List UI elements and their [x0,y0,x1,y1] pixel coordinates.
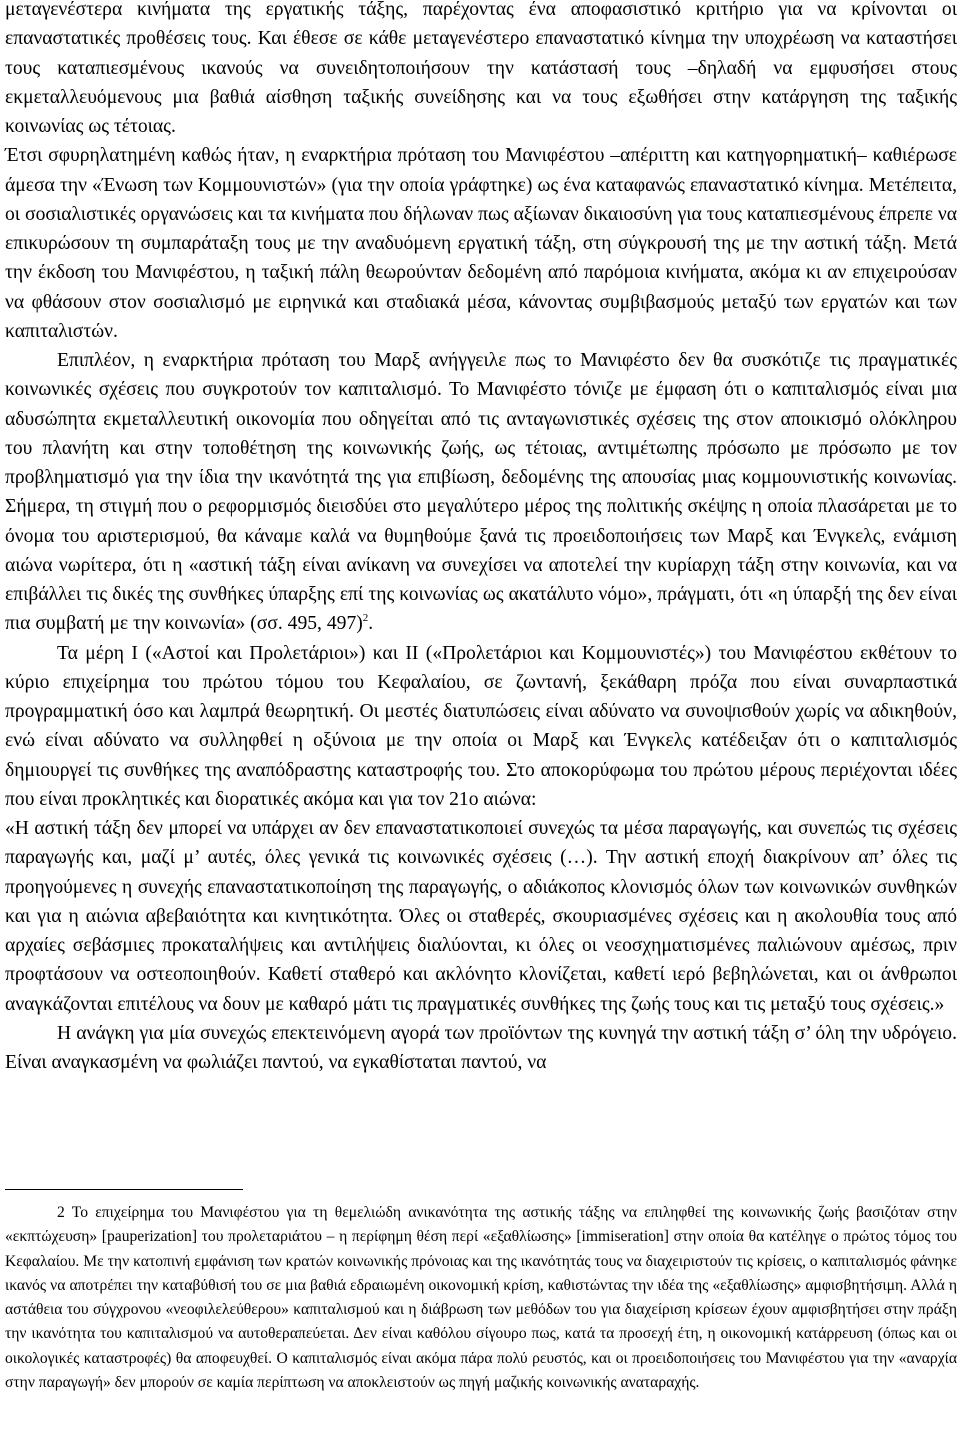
paragraph-3 [5,346,957,639]
paragraph-4: Τα μέρη Ι («Αστοί και Προλετάριοι») και ΙΙ («Προλετάριοι και Κομμουνιστές») του Μανιφέστου εκθέτουν το κύριο επιχείρημα του πρώτου τόμου του Κεφαλαίου, σε ζωντανή, ξεκάθαρη πρόζα που είναι συναρπαστικά προγραμματική όσο και λαμπρά θεωρητική. Οι μεστές διατυπώσεις είναι αδύνατο να συνοψισθούν χωρίς να αδικηθούν, ενώ είναι αδύνατο να συλληφθεί η οξύνοια με την οποία οι Μαρξ και Ένγκελς κατέδειξαν ότι ο καπιταλισμός δημιουργεί τις συνθήκες της αναπόδραστης καταστροφής του. Στο αποκορύφωμα του πρώτου μέρους περιέχονται ιδέες που είναι προκλητικές και διορατικές ακόμα και για τον 21ο αιώνα: [5,642,957,810]
paragraph-2: Έτσι σφυρηλατημένη καθώς ήταν, η εναρκτήρια πρόταση του Μανιφέστου ‒απέριττη και κατηγορηματική‒ καθιέρωσε άμεσα την «Ένωση των Κομμουνιστών» (για την οποία γράφτηκε) ως ένα καταφανώς επαναστατικό κίνημα. Μετέπειτα, οι σοσιαλιστικές οργανώσεις και τα κινήματα που δήλωναν πως αξίωναν δικαιοσύνη για τους καταπιεσμένους έπρεπε να επικυρώσουν τη συμπαράταξη τους με την αναδυόμενη εργατική τάξη, στη σύγκρουσή της με την αστική τάξη. Μετά την έκδοση του Μανιφέστου, η ταξική πάλη θεωρούνταν δεδομένη από παρόμοια κινήματα, ακόμα κι αν επιχειρούσαν να φθάσουν στον σοσιαλισμό με ειρηνικά και σταδιακά μέσα, κάνοντας συμβιβασμούς μεταξύ των εργατών και των καπιταλιστών. [5,145,957,342]
quotation: «Η αστική τάξη δεν μπορεί να υπάρχει αν δεν επαναστατικοποιεί συνεχώς τα μέσα παραγωγής, και συνεπώς τις σχέσεις παραγωγής και, μαζί μ’ αυτές, όλες γενικά τις κοινωνικές σχέσεις (…). Την αστική εποχή διακρίνουν απ’ όλες τις προηγούμενες η συνεχής επαναστατικοποίηση της παραγωγής, ο αδιάκοπος κλονισμός όλων των κοινωνικών συνθηκών και για η αιώνια αβεβαιότητα και κινητικότητα. Όλες οι σταθερές, σκουριασμένες σχέσεις και η ακολουθία τους από αρχαίες σεβάσμιες προκαταλήψεις και αντιλήψεις διαλύονται, κι όλες οι νεοσχηματισμένες παλιώνουν αμέσως, πριν προφτάσουν να οστεοποιηθούν. Καθετί σταθερό και ακλόνητο κλονίζεται, καθετί ιερό βεβηλώνεται, και οι άνθρωποι αναγκάζονται επιτέλους να δουν με καθαρό μάτι τις πραγματικές συνθήκες της ζωής τους και τις μεταξύ τους σχέσεις.» [5,818,957,1015]
body-text [5,0,957,1077]
footnote-reference[interactable]: 2 [362,611,369,624]
paragraph-3-tail: . [368,613,374,635]
footnote-text: Το επιχείρημα του Μανιφέστου για τη θεμελιώδη ανικανότητα της αστικής τάξης να επιληφθεί της κοινωνικής ζωής βασιζόταν στην «εκπτώχευση» [pauperization] του προλεταριάτου ‒ η περίφημη θέση περί «εξαθλίωσης» [immiseration] στην οποία θα κατέληγε ο πρώτος τόμος του Κεφαλαίου. Με την κατοπινή εμφάνιση των κρατών κοινωνικής πρόνοιας και της ικανότητάς τους να διαχειριστούν τις κρίσεις, ο καπιταλισμός φάνηκε ικανός να αποτρέπει την καταβύθισή του σε μια βαθιά εδραιωμένη οικονομική κρίση, καθιστώντας την ιδέα της «εξαθλίωσης» αμφισβητήσιμη. Αλλά η αστάθεια του σύγχρονου «νεοφιλελεύθερου» καπιταλισμού και η διάβρωση των μεθόδων του για διαχείριση κρίσεων έχουν αμφισβητήσει στην πράξη την ικανότητα του καπιταλισμού να αυτοθεραπεύεται. Δεν είναι καθόλου σίγουρο πως, κατά τα προσεχή έτη, η οικονομική κατάρρευση (όπως και οι οικολογικές καταστροφές) θα αποφευχθεί. Ο καπιταλισμός είναι ακόμα πάρα πολύ ρευστός, και οι προειδοποιήσεις του Μανιφέστου για την «αναρχία στην παραγωγή» δεν μπορούν σε καμία περίπτωση να αποκλειστούν ως πηγή μαζικής κοινωνικής αναταραχής. [5,1204,957,1392]
paragraph-1: μεταγενέστερα κινήματα της εργατικής τάξης, παρέχοντας ένα αποφασιστικό κριτήριο για να κρίνονται οι επαναστατικές προθέσεις τους. Και έθεσε σε κάθε μεταγενέστερο επαναστατικό κίνημα την υποχρέωση να καταστήσει τους καταπιεσμένους ικανούς να συνειδητοποιήσουν την κατάστασή τους ‒δηλαδή να εμφυσήσει στους εκμεταλλευόμενους μια βαθιά αίσθηση ταξικής συνείδησης και να τους εξωθήσει στην κατάργηση της ταξικής κοινωνίας ως τέτοιας. [5,0,957,137]
paragraph-6: Η ανάγκη για μία συνεχώς επεκτεινόμενη αγορά των προϊόντων της κυνηγά την αστική τάξη σ’ όλη την υδρόγειο. Είναι αναγκασμένη να φωλιάζει παντού, να εγκαθίσταται παντού, να [5,1022,957,1073]
paragraph-3-text: Επιπλέον, η εναρκτήρια πρόταση του Μαρξ ανήγγειλε πως το Μανιφέστο δεν θα συσκότιζε τις πραγματικές κοινωνικές σχέσεις που συγκροτούν τον καπιταλισμό. Το Μανιφέστο τόνιζε με έμφαση ότι ο καπιταλισμός είναι μια αδυσώπητα εκμεταλλευτική οικονομία που οδηγείται από τις ανταγωνιστικές σχέσεις της στον αποικισμό ολόκληρου του πλανήτη και στην τοποθέτηση της κοινωνικής ζωής, ως τέτοιας, αντιμέτωπης πρόσωπο με πρόσωπο με τον προβληματισμό για την ίδια την ικανότητά της για επιβίωση, δεδομένης της απουσίας μιας κομμουνιστικής κοινωνίας. Σήμερα, τη στιγμή που ο ρεφορμισμός διεισδύει στο μεγαλύτερο μέρος της πολιτικής σκέψης η οποία πλασάρεται με το όνομα του αριστερισμού, θα κάναμε καλά να θυμηθούμε ξανά τις προειδοποιήσεις των Μαρξ και Ένγκελς, ενάμιση αιώνα νωρίτερα, ότι η «αστική τάξη είναι ανίκανη να συνεχίσει να αποτελεί την κυρίαρχη τάξη στην κοινωνία, και να επιβάλλει τις δικές της συνθήκες ύπαρξης επί της κοινωνίας ως ακατάλυτο νόμο», πράγματι, ότι «η ύπαρξή της δεν είναι πια συμβατή με την κοινωνία» (σσ. 495, 497) [5,350,957,635]
footnote-number: 2 [57,1204,65,1221]
footnote-divider [5,1189,243,1190]
footnotes [5,1201,957,1395]
footnote-2 [5,1201,957,1395]
